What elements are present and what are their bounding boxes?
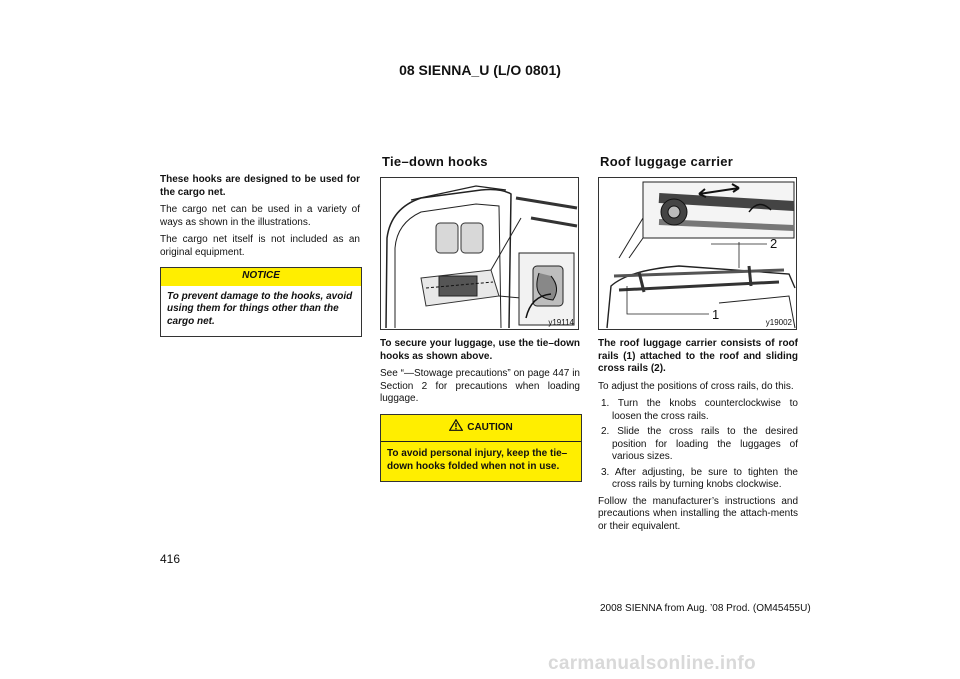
cargo-net-usage-text: The cargo net can be used in a variety of ways as shown in the illustrations.	[160, 204, 360, 228]
tie-down-lead-text: To secure your luggage, use the tie–down hooks as shown above.	[380, 338, 580, 362]
roof-carrier-illustration	[599, 178, 796, 329]
right-column-text	[598, 338, 798, 538]
callout-2: 2	[770, 236, 778, 251]
tie-down-figure-code: y19114	[548, 318, 574, 327]
tie-down-hooks-title: Tie–down hooks	[382, 154, 488, 169]
caution-text: To avoid personal injury, keep the tie–down hooks folded when not in use.	[387, 448, 568, 472]
tie-down-hooks-illustration	[381, 178, 578, 329]
caution-header	[381, 415, 581, 443]
cargo-net-equipment-text: The cargo net itself is not included as an original equipment.	[160, 234, 360, 258]
adjust-step-2: 2. Slide the cross rails to the desired position for loading the luggages of various sizes.	[601, 426, 798, 462]
intro-text: These hooks are designed to be used for the cargo net.	[160, 174, 360, 198]
adjust-step-3: 3. After adjusting, be sure to tighten the cross rails by turning knobs clockwise.	[601, 466, 798, 490]
middle-column-text	[380, 338, 580, 482]
warning-icon	[449, 419, 463, 431]
notice-text: To prevent damage to the hooks, avoid using them for things other than the cargo net.	[167, 290, 353, 327]
roof-carrier-figure	[598, 177, 797, 330]
left-column	[160, 174, 360, 337]
tie-down-hooks-figure	[380, 177, 579, 330]
watermark: carmanualsonline.info	[548, 653, 756, 674]
adjust-intro-text: To adjust the positions of cross rails, do this.	[598, 380, 794, 392]
notice-title: NOTICE	[161, 268, 361, 286]
notice-box	[160, 267, 362, 337]
caution-title: CAUTION	[467, 421, 513, 433]
callout-1: 1	[712, 307, 720, 322]
roof-luggage-carrier-title: Roof luggage carrier	[600, 154, 734, 169]
manufacturer-instructions-text: Follow the manufacturer’s instructions and precautions when installing the attach-ments or their equivalent.	[598, 495, 798, 532]
roof-carrier-figure-code: y19002	[765, 318, 792, 327]
page-number: 416	[160, 552, 181, 566]
page-footer: 2008 SIENNA from Aug. ’08 Prod. (OM45455U)	[600, 603, 811, 614]
stowage-reference-text: See “—Stowage precautions” on page 447 in Section 2 for precautions when loading luggage.	[380, 368, 580, 404]
caution-box	[380, 414, 582, 483]
adjust-step-1: 1. Turn the knobs counterclockwise to loosen the cross rails.	[601, 398, 798, 422]
roof-carrier-lead-text: The roof luggage carrier consists of roof rails (1) attached to the roof and sliding cross rails (2).	[598, 338, 798, 374]
page-header: 08 SIENNA_U (L/O 0801)	[399, 62, 561, 78]
adjust-steps-list	[598, 398, 798, 492]
